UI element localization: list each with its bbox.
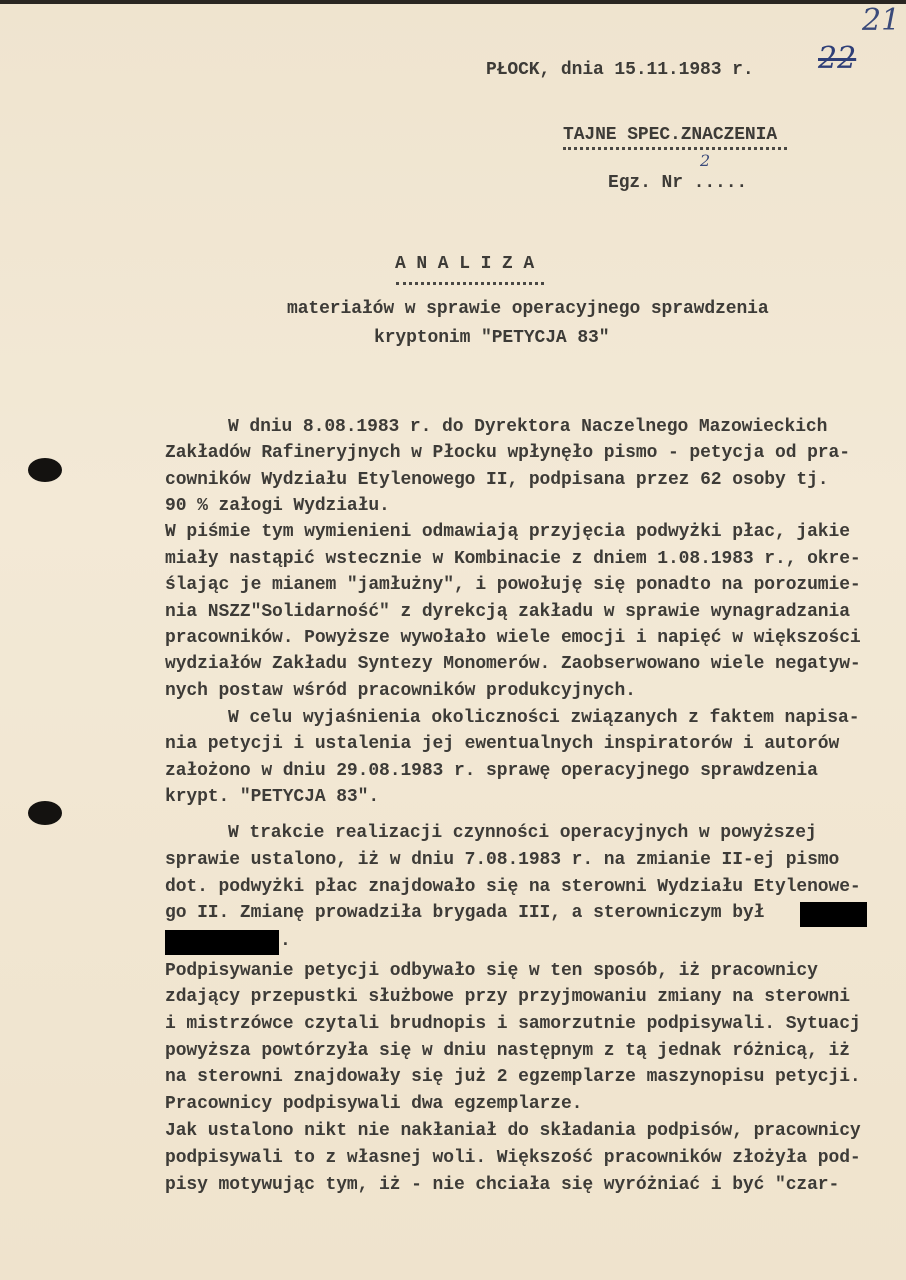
body-line: Jak ustalono nikt nie nakłaniał do składania podpisów, pracownicy	[165, 1121, 861, 1141]
body-line: zdający przepustki służbowe przy przyjmowaniu zmiany na sterowni	[165, 987, 850, 1007]
classification-stamp: TAJNE SPEC.ZNACZENIA	[563, 125, 778, 145]
body-line: pisy motywując tym, iż - nie chciała się wyróżniać i być "czar-	[165, 1175, 840, 1195]
body-line: krypt. "PETYCJA 83".	[165, 787, 380, 807]
crossed-page-number: 22	[818, 41, 857, 76]
body-line: sprawie ustalono, iż w dniu 7.08.1983 r. na zmianie II-ej pismo	[165, 850, 840, 870]
body-line: wydziałów Zakładu Syntezy Monomerów. Zaobserwowano wiele negatyw-	[165, 654, 861, 674]
body-line: na sterowni znajdowały się już 2 egzemplarze maszynopisu petycji.	[165, 1067, 861, 1087]
body-line: .	[280, 931, 291, 951]
body-line: Podpisywanie petycji odbywało się w ten sposób, iż pracownicy	[165, 961, 818, 981]
body-line: i mistrzówce czytali brudnopis i samorzutnie podpisywali. Sytuacj	[165, 1014, 861, 1034]
body-line: ślając je mianem "jamłużny", i powołuję się ponadto na porozumie-	[165, 575, 861, 595]
redaction-box	[800, 902, 867, 927]
body-line: Zakładów Rafineryjnych w Płocku wpłynęło pismo - petycja od pra-	[165, 443, 850, 463]
body-line: dot. podwyżki płac znajdowało się na sterowni Wydziału Etylenowe-	[165, 877, 861, 897]
document-heading: A N A L I Z A	[395, 254, 535, 274]
handwritten-page-number: 21	[862, 3, 901, 38]
classification-underline	[563, 147, 787, 150]
heading-underline	[396, 282, 544, 285]
body-line: nia NSZZ"Solidarność" z dyrekcją zakładu w sprawie wynagradzania	[165, 602, 850, 622]
body-line: nych postaw wśród pracowników produkcyjnych.	[165, 681, 636, 701]
punch-hole	[28, 458, 62, 482]
body-line: pracowników. Powyższe wywołało wiele emocji i napięć w większości	[165, 628, 861, 648]
place-date: PŁOCK, dnia 15.11.1983 r.	[486, 60, 754, 80]
copy-number-label: Egz. Nr .....	[608, 173, 748, 193]
body-line: W trakcie realizacji czynności operacyjnych w powyższej	[228, 823, 817, 843]
handwritten-copy-number: 2	[700, 151, 711, 170]
body-line: W celu wyjaśnienia okoliczności związanych z faktem napisa-	[228, 708, 860, 728]
document-subtitle: materiałów w sprawie operacyjnego sprawdzenia	[287, 299, 769, 319]
redaction-box	[165, 930, 279, 955]
body-line: W piśmie tym wymienieni odmawiają przyjęcia podwyżki płac, jakie	[165, 522, 850, 542]
body-line: powyższa powtórzyła się w dniu następnym z tą jednak różnicą, iż	[165, 1041, 850, 1061]
body-line: założono w dniu 29.08.1983 r. sprawę operacyjnego sprawdzenia	[165, 761, 818, 781]
punch-hole	[28, 801, 62, 825]
body-line: 90 % załogi Wydziału.	[165, 496, 390, 516]
body-line: podpisywali to z własnej woli. Większość pracowników złożyła pod-	[165, 1148, 861, 1168]
scan-edge	[0, 0, 906, 4]
body-line: miały nastąpić wstecznie w Kombinacie z dniem 1.08.1983 r., okre-	[165, 549, 861, 569]
body-line: Pracownicy podpisywali dwa egzemplarze.	[165, 1094, 583, 1114]
document-subtitle: kryptonim "PETYCJA 83"	[374, 328, 610, 348]
body-line: go II. Zmianę prowadziła brygada III, a sterowniczym był	[165, 903, 765, 923]
body-line: nia petycji i ustalenia jej ewentualnych inspiratorów i autorów	[165, 734, 840, 754]
body-line: cowników Wydziału Etylenowego II, podpisana przez 62 osoby tj.	[165, 470, 829, 490]
body-line: W dniu 8.08.1983 r. do Dyrektora Naczelnego Mazowieckich	[228, 417, 828, 437]
